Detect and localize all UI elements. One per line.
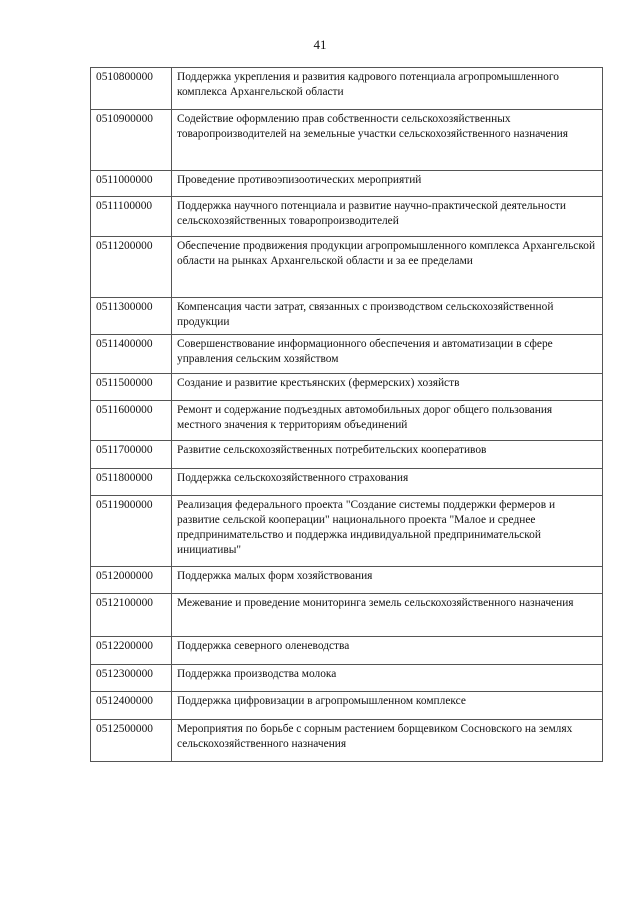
row-code: 0512300000 <box>91 665 172 692</box>
row-code: 0510800000 <box>91 68 172 110</box>
row-name: Создание и развитие крестьянских (фермерских) хозяйств <box>172 374 603 401</box>
row-code: 0511500000 <box>91 374 172 401</box>
page-number: 41 <box>313 37 327 52</box>
table-row <box>91 401 603 441</box>
row-name: Поддержка малых форм хозяйствования <box>172 567 603 594</box>
row-name: Развитие сельскохозяйственных потребительских кооперативов <box>172 441 603 469</box>
table-row <box>91 110 603 171</box>
row-code: 0512000000 <box>91 567 172 594</box>
table-row <box>91 237 603 298</box>
row-code: 0512500000 <box>91 720 172 762</box>
row-code: 0511700000 <box>91 441 172 469</box>
row-code: 0511900000 <box>91 496 172 567</box>
row-code: 0511100000 <box>91 197 172 237</box>
table-row <box>91 441 603 469</box>
row-name: Проведение противоэпизоотических мероприятий <box>172 171 603 197</box>
row-name: Обеспечение продвижения продукции агропромышленного комплекса Архангельской области на рынках Архангельской области и за ее пределами <box>172 237 603 298</box>
row-name: Поддержка научного потенциала и развитие научно-практической деятельности сельскохозяйственных товаропроизводителей <box>172 197 603 237</box>
row-name: Межевание и проведение мониторинга земель сельскохозяйственного назначения <box>172 594 603 637</box>
row-name: Поддержка цифровизации в агропромышленном комплексе <box>172 692 603 720</box>
row-code: 0511200000 <box>91 237 172 298</box>
row-name: Поддержка производства молока <box>172 665 603 692</box>
table-row <box>91 637 603 665</box>
row-name: Совершенствование информационного обеспечения и автоматизации в сфере управления сельским хозяйством <box>172 335 603 374</box>
row-name: Поддержка укрепления и развития кадрового потенциала агропромышленного комплекса Архангельской области <box>172 68 603 110</box>
row-name: Реализация федерального проекта "Создание системы поддержки фермеров и развитие сельской кооперации" национального проекта "Малое и среднее предпринимательство и поддержка индивидуальной предпринимательской инициативы" <box>172 496 603 567</box>
row-name: Поддержка сельскохозяйственного страхования <box>172 469 603 496</box>
row-code: 0511300000 <box>91 298 172 335</box>
row-code: 0511800000 <box>91 469 172 496</box>
table-row <box>91 197 603 237</box>
row-name: Мероприятия по борьбе с сорным растением борщевиком Сосновского на землях сельскохозяйственного назначения <box>172 720 603 762</box>
row-name: Поддержка северного оленеводства <box>172 637 603 665</box>
table-row <box>91 720 603 762</box>
table-row <box>91 567 603 594</box>
table-row <box>91 496 603 567</box>
classification-table <box>90 67 603 762</box>
table-row <box>91 469 603 496</box>
row-code: 0512100000 <box>91 594 172 637</box>
table-row <box>91 335 603 374</box>
row-code: 0511400000 <box>91 335 172 374</box>
table-row <box>91 68 603 110</box>
table-row <box>91 298 603 335</box>
row-code: 0512400000 <box>91 692 172 720</box>
table-row <box>91 692 603 720</box>
row-code: 0511600000 <box>91 401 172 441</box>
table-row <box>91 594 603 637</box>
table-row <box>91 374 603 401</box>
row-code: 0510900000 <box>91 110 172 171</box>
row-name: Ремонт и содержание подъездных автомобильных дорог общего пользования местного значения к территориям объединений <box>172 401 603 441</box>
row-code: 0512200000 <box>91 637 172 665</box>
table-row <box>91 665 603 692</box>
row-code: 0511000000 <box>91 171 172 197</box>
row-name: Компенсация части затрат, связанных с производством сельскохозяйственной продукции <box>172 298 603 335</box>
table-row <box>91 171 603 197</box>
row-name: Содействие оформлению прав собственности сельскохозяйственных товаропроизводителей на земельные участки сельскохозяйственного назначения <box>172 110 603 171</box>
